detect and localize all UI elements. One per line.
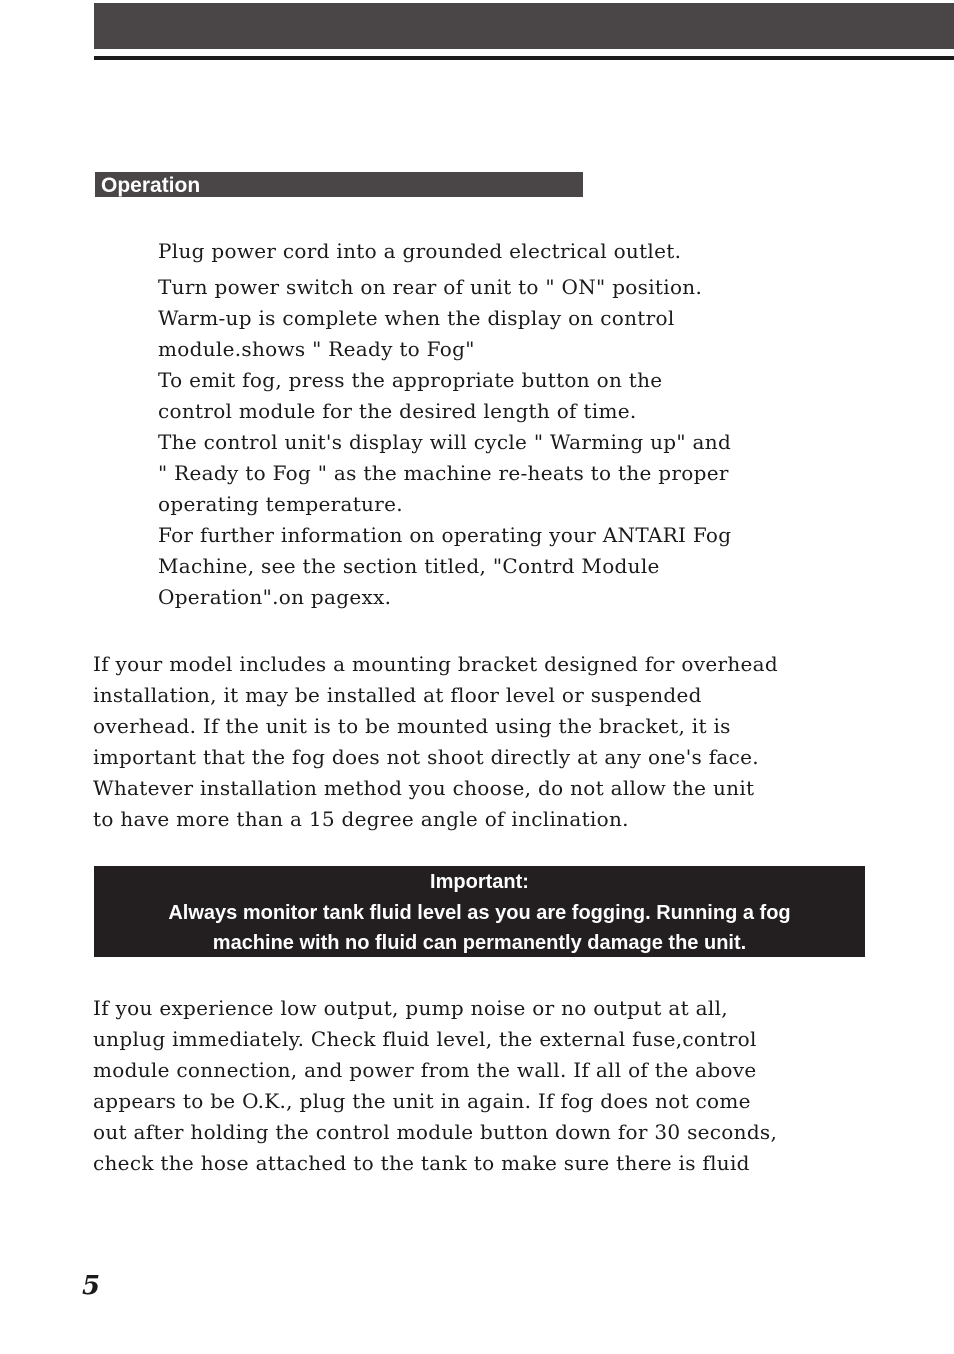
step-line: The control unit's display will cycle " Warming up" and bbox=[158, 430, 732, 454]
paragraph-line: Whatever installation method you choose, do not allow the unit bbox=[93, 776, 755, 800]
paragraph-line: installation, it may be installed at floor level or suspended bbox=[93, 683, 702, 707]
step-line: Turn power switch on rear of unit to " ON" position. bbox=[158, 275, 703, 299]
step-line: Operation".on pagexx. bbox=[158, 585, 392, 609]
important-line: machine with no fluid can permanently damage the unit. bbox=[212, 932, 747, 954]
paragraph-line: out after holding the control module button down for 30 seconds, bbox=[93, 1120, 778, 1144]
paragraph-line: If you experience low output, pump noise or no output at all, bbox=[93, 996, 728, 1020]
paragraph-line: unplug immediately. Check fluid level, the external fuse,control bbox=[93, 1027, 757, 1051]
paragraph-line: overhead. If the unit is to be mounted using the bracket, it is bbox=[93, 714, 731, 738]
step-line: Machine, see the section titled, "Contrd Module bbox=[158, 554, 660, 578]
page-number: 5 bbox=[82, 1271, 101, 1301]
important-heading: Important: bbox=[430, 871, 529, 893]
header-rule bbox=[94, 56, 954, 60]
header-bar bbox=[94, 3, 954, 49]
paragraph-line: If your model includes a mounting bracket designed for overhead bbox=[93, 652, 778, 676]
step-line: operating temperature. bbox=[158, 492, 403, 516]
paragraph-line: to have more than a 15 degree angle of inclination. bbox=[93, 807, 629, 831]
step-line: To emit fog, press the appropriate button on the bbox=[158, 368, 663, 392]
operation-steps bbox=[158, 236, 858, 613]
step-line: Warm-up is complete when the display on control bbox=[158, 306, 675, 330]
troubleshooting-paragraph bbox=[93, 993, 883, 1179]
paragraph-line: important that the fog does not shoot directly at any one's face. bbox=[93, 745, 759, 769]
step-line: Plug power cord into a grounded electrical outlet. bbox=[158, 239, 682, 263]
section-title-operation: Operation bbox=[95, 172, 583, 197]
step-line: For further information on operating your ANTARI Fog bbox=[158, 523, 732, 547]
paragraph-line: module connection, and power from the wall. If all of the above bbox=[93, 1058, 757, 1082]
paragraph-line: appears to be O.K., plug the unit in again. If fog does not come bbox=[93, 1089, 751, 1113]
step-line: " Ready to Fog " as the machine re-heats to the proper bbox=[158, 461, 729, 485]
step-line: module.shows " Ready to Fog" bbox=[158, 337, 475, 361]
important-notice bbox=[94, 866, 865, 957]
mounting-paragraph bbox=[93, 649, 883, 835]
step-line: control module for the desired length of time. bbox=[158, 399, 637, 423]
important-line: Always monitor tank fluid level as you are fogging. Running a fog bbox=[168, 901, 791, 924]
paragraph-line: check the hose attached to the tank to make sure there is fluid bbox=[93, 1151, 750, 1175]
